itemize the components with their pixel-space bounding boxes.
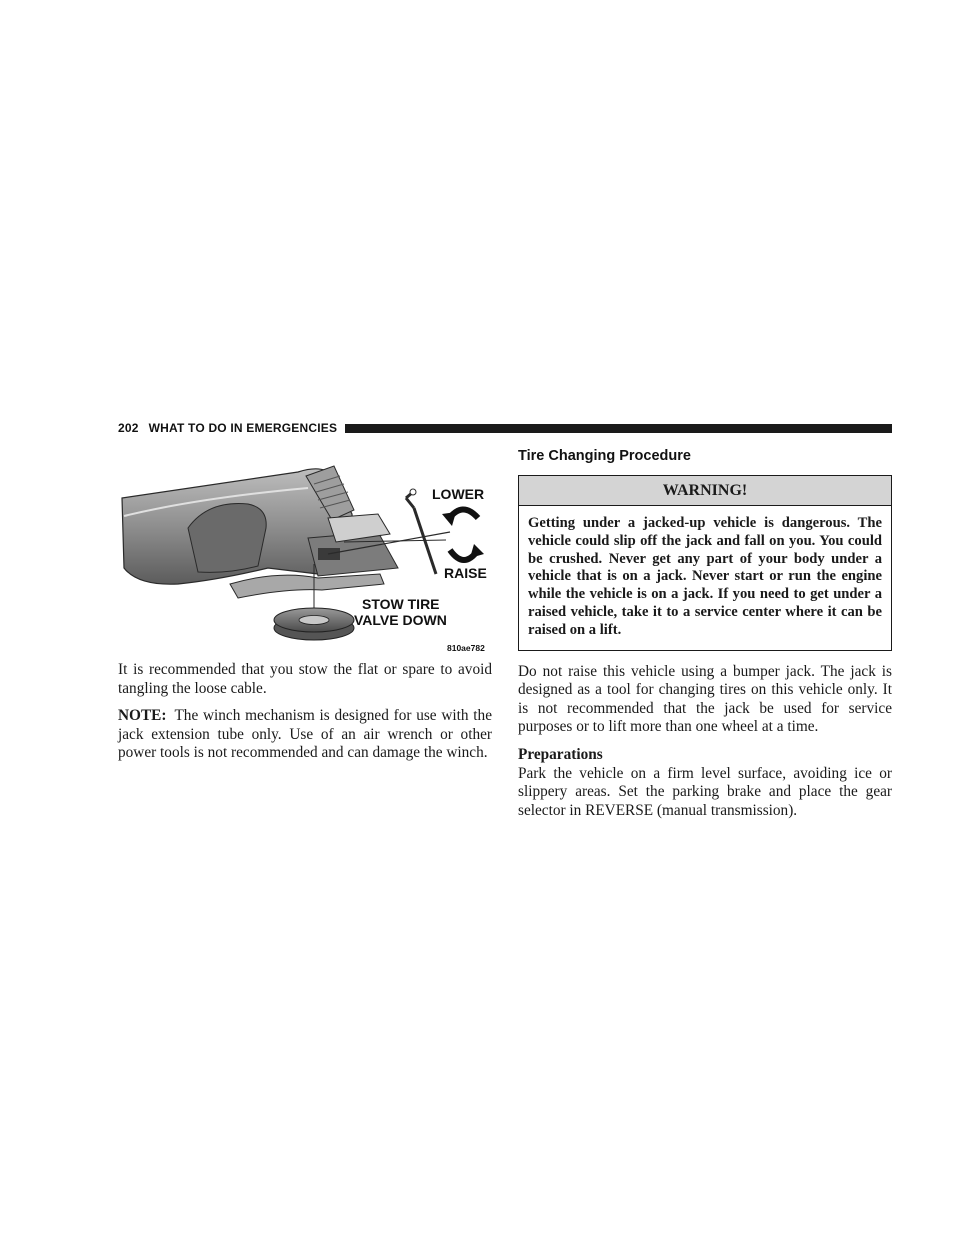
note-paragraph: [118, 707, 492, 763]
left-column: [118, 661, 492, 772]
jack-paragraph: Do not raise this vehicle using a bumper jack. The jack is designed as a tool for changing tires on this vehicle only. It is not recommended that the jack be used for service purposes or to lift more than one wheel at a time.: [518, 662, 892, 736]
rotate-cw-arrow-icon: [450, 544, 484, 560]
lower-label: LOWER: [432, 486, 485, 502]
spare-tire-drawing: [274, 608, 354, 640]
stow-tire-label: STOW TIRE: [362, 596, 440, 612]
valve-down-label: VALVE DOWN: [354, 612, 447, 628]
warning-box: [518, 475, 892, 651]
warning-title: WARNING!: [519, 476, 891, 506]
preparations-paragraph: Park the vehicle on a firm level surface, avoiding ice or slippery areas. Set the parking brake and place the gear selector in REVERSE (manual transmission).: [518, 764, 892, 819]
preparations-heading: Preparations: [518, 745, 603, 763]
section-title: WHAT TO DO IN EMERGENCIES: [148, 421, 338, 435]
running-header: [118, 419, 892, 437]
right-column: [518, 448, 892, 829]
figure-code: 810ae782: [447, 643, 485, 653]
stow-paragraph: It is recommended that you stow the flat or spare to avoid tangling the loose cable.: [118, 661, 492, 697]
raise-label: RAISE: [444, 565, 487, 581]
warning-text: Getting under a jacked-up vehicle is dangerous. The vehicle could slip off the jack and fall on you. You could be crushed. Never get any part of your body under a vehicle that is on a jack. Never start or run the engine while the vehicle is on a jack. If you need to get under a raised vehicle, take it to a service center where it can be raised on a lift.: [528, 515, 882, 638]
note-text: The winch mechanism is designed for use with the jack extension tube only. Use of an air wrench or other power tools is not recommended and can damage the winch.: [118, 707, 492, 762]
note-label: NOTE:: [118, 707, 167, 725]
winch-illustration: [118, 458, 492, 658]
tire-changing-heading: Tire Changing Procedure: [518, 448, 691, 464]
header-rule: [345, 424, 892, 433]
rotate-ccw-arrow-icon: [442, 509, 478, 526]
page-number: 202: [118, 421, 139, 435]
